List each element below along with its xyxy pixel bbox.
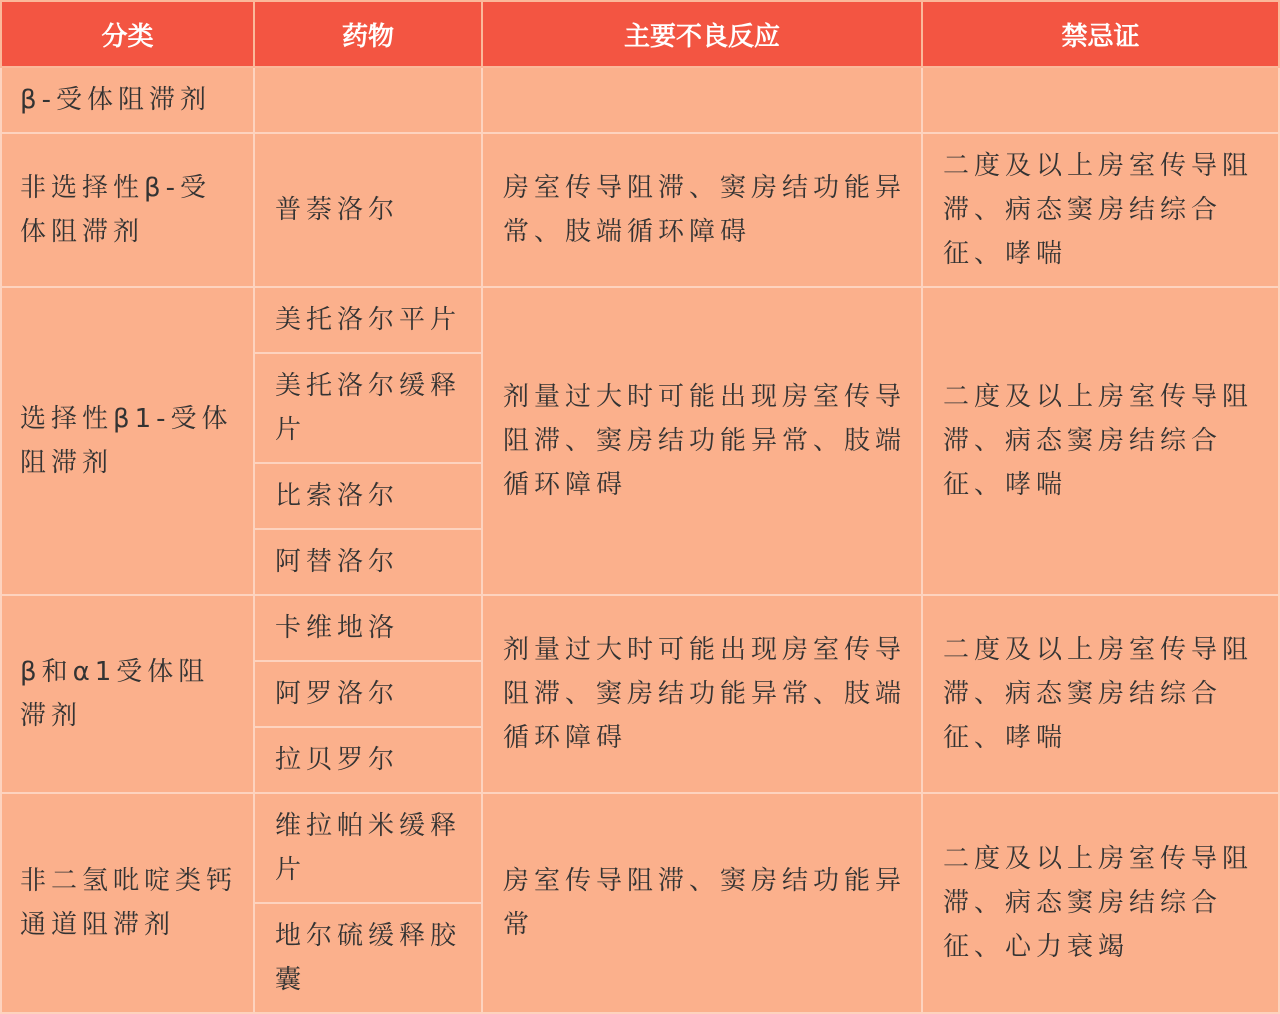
reactions-cell: 剂量过大时可能出现房室传导阻滞、窦房结功能异常、肢端循环障碍 — [482, 595, 922, 793]
table-row — [1, 67, 1279, 133]
drug-cell: 美托洛尔平片 — [254, 287, 482, 353]
drug-cell: 拉贝罗尔 — [254, 727, 482, 793]
drug-cell: 地尔硫缓释胶囊 — [254, 903, 482, 1013]
drug-cell: 阿替洛尔 — [254, 529, 482, 595]
table-row — [1, 133, 1279, 287]
header-category: 分类 — [1, 1, 254, 67]
drug-cell: 普萘洛尔 — [254, 133, 482, 287]
reactions-cell: 房室传导阻滞、窦房结功能异常、肢端循环障碍 — [482, 133, 922, 287]
drug-cell: 阿罗洛尔 — [254, 661, 482, 727]
category-cell: β-受体阻滞剂 — [1, 67, 254, 133]
table-row — [1, 287, 1279, 353]
drug-cell: 维拉帕米缓释片 — [254, 793, 482, 903]
drug-cell: 比索洛尔 — [254, 463, 482, 529]
contraindications-cell: 二度及以上房室传导阻滞、病态窦房结综合征、哮喘 — [922, 287, 1279, 595]
drug-cell — [254, 67, 482, 133]
drug-cell: 美托洛尔缓释片 — [254, 353, 482, 463]
header-drug: 药物 — [254, 1, 482, 67]
category-cell: β和α1受体阻滞剂 — [1, 595, 254, 793]
header-row — [1, 1, 1279, 67]
contraindications-cell: 二度及以上房室传导阻滞、病态窦房结综合征、心力衰竭 — [922, 793, 1279, 1013]
table-row — [1, 595, 1279, 661]
contraindications-cell — [922, 67, 1279, 133]
category-cell: 选择性β1-受体阻滞剂 — [1, 287, 254, 595]
header-contraindications: 禁忌证 — [922, 1, 1279, 67]
table-row — [1, 793, 1279, 903]
reactions-cell — [482, 67, 922, 133]
contraindications-cell: 二度及以上房室传导阻滞、病态窦房结综合征、哮喘 — [922, 595, 1279, 793]
contraindications-cell: 二度及以上房室传导阻滞、病态窦房结综合征、哮喘 — [922, 133, 1279, 287]
reactions-cell: 剂量过大时可能出现房室传导阻滞、窦房结功能异常、肢端循环障碍 — [482, 287, 922, 595]
drug-cell: 卡维地洛 — [254, 595, 482, 661]
header-reactions: 主要不良反应 — [482, 1, 922, 67]
category-cell: 非二氢吡啶类钙通道阻滞剂 — [1, 793, 254, 1013]
reactions-cell: 房室传导阻滞、窦房结功能异常 — [482, 793, 922, 1013]
category-cell: 非选择性β-受体阻滞剂 — [1, 133, 254, 287]
